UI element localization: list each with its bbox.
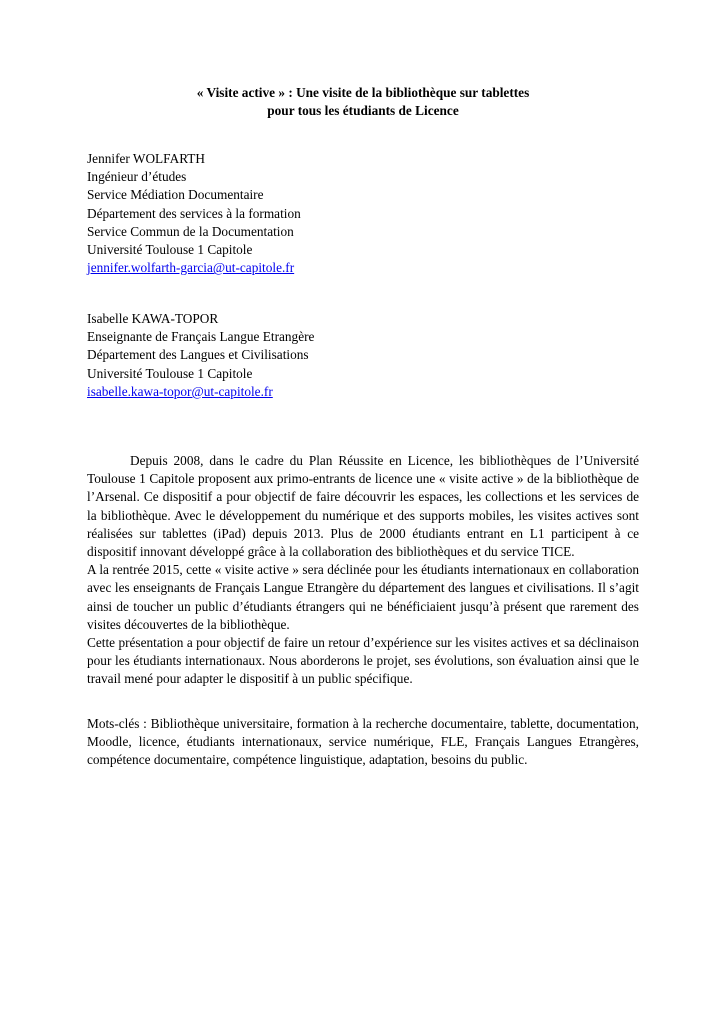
author-affiliation-line: Ingénieur d’études [87,169,187,185]
author-block-2 [87,310,314,401]
author-affiliation-line: Service Commun de la Documentation [87,223,294,239]
author-affiliation-line: Département des Langues et Civilisations [87,347,309,363]
abstract-paragraph: Cette présentation a pour objectif de faire un retour d’expérience sur les visites actives et sa déclinaison pour les étudiants internationaux. Nous aborderons le projet, ses évolutions, son évaluation ainsi que le travail mené pour adapter le dispositif à un public spécifique. [87,635,639,687]
abstract-paragraph: A la rentrée 2015, cette « visite active » sera déclinée pour les étudiants internationaux en collaboration avec les enseignants de Français Langue Etrangère du département des langues et civilisations. Il s’agit ainsi de toucher un public d’étudiants étrangers qui ne bénéficiaient jusqu’à présent que rarement des visites découvertes de la bibliothèque. [87,562,639,632]
author-block-1 [87,150,301,277]
author-name: Jennifer WOLFARTH [87,151,205,166]
title-line-2: pour tous les étudiants de Licence [267,103,459,118]
author-email-link[interactable]: jennifer.wolfarth-garcia@ut-capitole.fr [87,260,295,276]
keywords: Mots-clés : Bibliothèque universitaire, formation à la recherche documentaire, tablette, documentation, Moodle, licence, étudiants internationaux, service numérique, FLE, Français Langues Etrangères, compétence documentaire, compétence linguistique, adaptation, besoins du public. [87,716,639,768]
author-email-link[interactable]: isabelle.kawa-topor@ut-capitole.fr [87,383,273,399]
title-line-1: « Visite active » : Une visite de la bibliothèque sur tablettes [196,85,530,100]
author-affiliation-line: Université Toulouse 1 Capitole [87,242,253,258]
document-title [87,84,639,120]
author-affiliation-line: Service Médiation Documentaire [87,187,264,203]
author-affiliation-line: Enseignante de Français Langue Etrangère [87,329,315,345]
abstract [87,452,639,689]
author-name: Isabelle KAWA-TOPOR [87,311,219,326]
author-affiliation-line: Université Toulouse 1 Capitole [87,365,253,381]
author-affiliation-line: Département des services à la formation [87,205,301,221]
abstract-paragraph: Depuis 2008, dans le cadre du Plan Réussite en Licence, les bibliothèques de l’Université Toulouse 1 Capitole proposent aux primo-entrants de licence une « visite active » de la bibliothèque de l’Arsenal. Ce dispositif a pour objectif de faire découvrir les espaces, les collections et les services de la bibliothèque. Avec le développement du numérique et des supports mobiles, les visites actives sont réalisées sur tablettes (iPad) depuis 2013. Plus de 2000 étudiants entrant en L1 participent à ce dispositif innovant développé grâce à la collaboration des bibliothèques et du service TICE. [87,453,639,560]
